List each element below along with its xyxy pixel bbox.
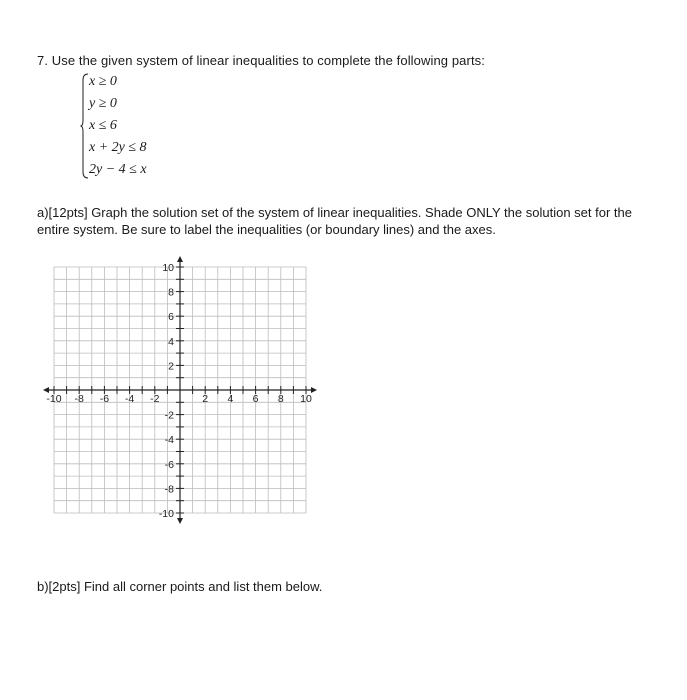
y-tick-label: -10 (158, 508, 174, 520)
x-tick-label: -10 (46, 393, 62, 405)
x-tick-label: 8 (277, 393, 284, 405)
y-tick-label: -8 (164, 483, 174, 496)
x-tick-label: -6 (99, 393, 110, 405)
x-tick-label: -8 (74, 393, 84, 405)
y-tick-label: -6 (164, 458, 174, 471)
x-tick-label: -4 (124, 393, 135, 405)
x-tick-label: 2 (202, 393, 209, 405)
y-tick-label: 8 (168, 286, 174, 299)
y-tick-label: 2 (168, 360, 174, 373)
part-b-instructions: b)[2pts] Find all corner points and list them below. (37, 579, 323, 594)
x-tick-label: 10 (300, 393, 312, 405)
tick-labels (46, 262, 312, 520)
x-tick-label: 4 (227, 393, 234, 405)
y-tick-label: 10 (162, 262, 174, 274)
inequality-system (80, 72, 200, 182)
axes (43, 256, 317, 524)
inequality-4: x + 2y ≤ 8 (89, 140, 147, 155)
problem-title: 7. Use the given system of linear inequalities to complete the following parts: (37, 53, 485, 68)
x-axis-right-arrow-icon (311, 387, 317, 393)
y-tick-label: 4 (168, 335, 174, 348)
inequality-3: x ≤ 6 (89, 118, 117, 133)
y-tick-label: -4 (164, 434, 174, 447)
y-tick-label: 6 (168, 311, 174, 324)
x-tick-label: 6 (252, 393, 259, 405)
inequality-2: y ≥ 0 (89, 96, 117, 111)
part-a-instructions: a)[12pts] Graph the solution set of the system of linear inequalities. Shade ONLY the solution set for the entire system. Be sure to label the inequalities (or boundary lines) and the axes. (37, 205, 632, 237)
coordinate-grid[interactable] (46, 255, 340, 535)
x-tick-label: -2 (150, 393, 160, 405)
y-tick-label: -2 (164, 409, 174, 422)
inequality-5: 2y − 4 ≤ x (89, 162, 147, 177)
y-axis-up-arrow-icon (177, 256, 183, 262)
y-axis-down-arrow-icon (177, 518, 183, 524)
inequality-1: x ≥ 0 (89, 74, 117, 89)
